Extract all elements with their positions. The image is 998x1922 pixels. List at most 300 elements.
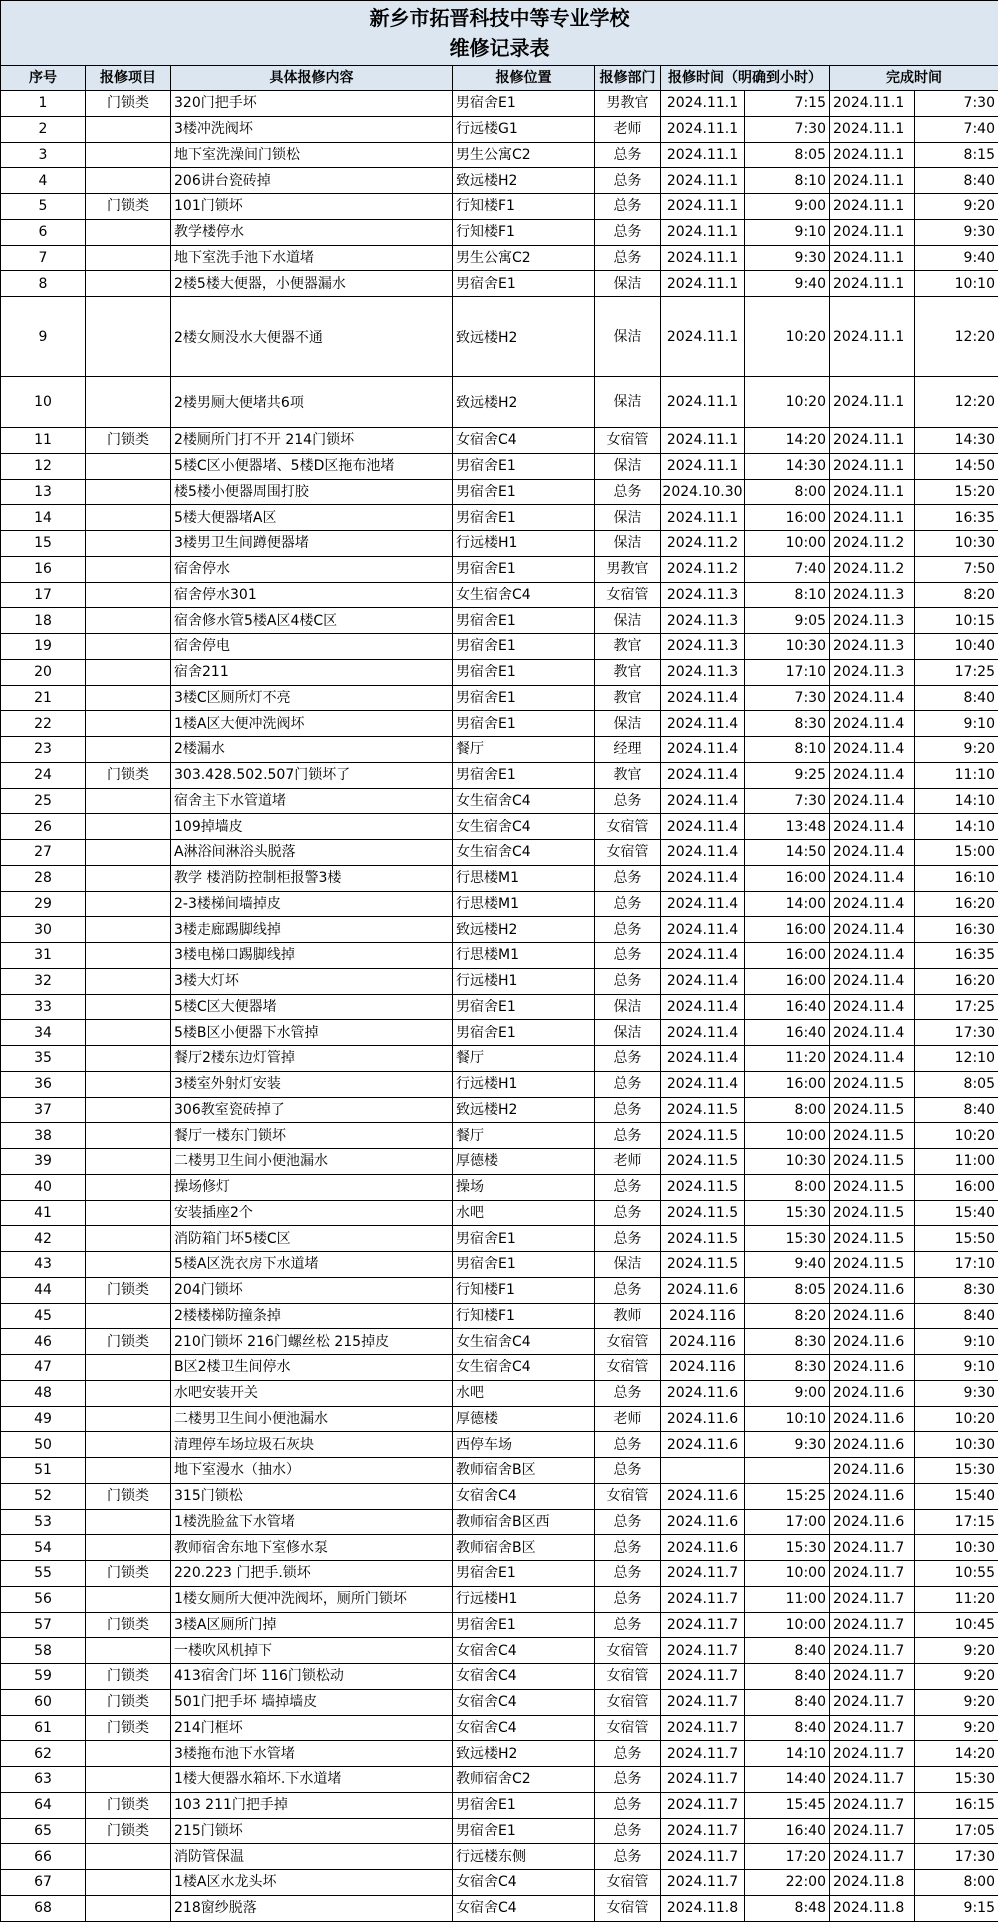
cell-item bbox=[86, 1174, 171, 1200]
cell-item bbox=[86, 891, 171, 917]
cell-no: 30 bbox=[1, 917, 86, 943]
cell-report-date: 2024.11.4 bbox=[661, 1020, 745, 1046]
cell-complete-date: 2024.11.8 bbox=[830, 1870, 915, 1896]
cell-no: 48 bbox=[1, 1380, 86, 1406]
cell-location: 行远楼东侧 bbox=[453, 1844, 595, 1870]
table-row bbox=[1, 1870, 998, 1896]
cell-complete-date: 2024.11.1 bbox=[830, 428, 915, 454]
cell-no: 19 bbox=[1, 634, 86, 660]
cell-content: 109掉墙皮 bbox=[171, 814, 453, 840]
cell-report-date: 2024.11.5 bbox=[661, 1200, 745, 1226]
cell-complete-date: 2024.11.1 bbox=[830, 505, 915, 531]
cell-item: 门锁类 bbox=[86, 428, 171, 454]
cell-report-date: 2024.11.4 bbox=[661, 943, 745, 969]
table-row bbox=[1, 1226, 998, 1252]
cell-item bbox=[86, 1355, 171, 1381]
table-row bbox=[1, 582, 998, 608]
cell-location: 致远楼H2 bbox=[453, 1097, 595, 1123]
cell-complete-time: 11:10 bbox=[915, 762, 998, 788]
cell-item bbox=[86, 1380, 171, 1406]
cell-report-date: 2024.11.1 bbox=[661, 297, 745, 377]
cell-location: 教师宿舍C2 bbox=[453, 1767, 595, 1793]
cell-complete-date: 2024.11.7 bbox=[830, 1818, 915, 1844]
cell-no: 39 bbox=[1, 1149, 86, 1175]
cell-department: 女宿管 bbox=[595, 1895, 661, 1921]
cell-location: 教师宿舍B区 bbox=[453, 1535, 595, 1561]
cell-complete-time: 10:30 bbox=[915, 1432, 998, 1458]
cell-report-date: 2024.11.4 bbox=[661, 968, 745, 994]
cell-no: 51 bbox=[1, 1458, 86, 1484]
table-row bbox=[1, 1123, 998, 1149]
cell-complete-time: 8:15 bbox=[915, 142, 998, 168]
cell-no: 57 bbox=[1, 1612, 86, 1638]
cell-content: 320门把手坏 bbox=[171, 91, 453, 117]
cell-complete-date: 2024.11.7 bbox=[830, 1792, 915, 1818]
cell-department: 总务 bbox=[595, 1767, 661, 1793]
cell-report-time: 8:48 bbox=[745, 1895, 830, 1921]
cell-location: 行知楼F1 bbox=[453, 194, 595, 220]
cell-complete-time: 9:10 bbox=[915, 1355, 998, 1381]
cell-report-date: 2024.11.6 bbox=[661, 1380, 745, 1406]
cell-no: 33 bbox=[1, 994, 86, 1020]
cell-department: 女宿管 bbox=[595, 1870, 661, 1896]
cell-complete-date: 2024.11.4 bbox=[830, 943, 915, 969]
cell-complete-time: 10:55 bbox=[915, 1561, 998, 1587]
header-item: 报修项目 bbox=[86, 66, 171, 91]
cell-department: 总务 bbox=[595, 1612, 661, 1638]
cell-report-date: 2024.11.4 bbox=[661, 891, 745, 917]
cell-complete-time: 15:40 bbox=[915, 1483, 998, 1509]
cell-department: 总务 bbox=[595, 194, 661, 220]
cell-no: 44 bbox=[1, 1277, 86, 1303]
cell-report-time: 8:05 bbox=[745, 142, 830, 168]
cell-report-time: 9:00 bbox=[745, 194, 830, 220]
cell-content: 303.428.502.507门锁坏了 bbox=[171, 762, 453, 788]
cell-item: 门锁类 bbox=[86, 1689, 171, 1715]
cell-report-date: 2024.11.1 bbox=[661, 168, 745, 194]
cell-no: 46 bbox=[1, 1329, 86, 1355]
cell-complete-time: 9:20 bbox=[915, 1689, 998, 1715]
table-row bbox=[1, 737, 998, 763]
cell-item bbox=[86, 1149, 171, 1175]
cell-location: 行思楼M1 bbox=[453, 943, 595, 969]
cell-complete-time: 17:10 bbox=[915, 1252, 998, 1278]
table-row bbox=[1, 1355, 998, 1381]
cell-report-time: 15:30 bbox=[745, 1535, 830, 1561]
cell-no: 68 bbox=[1, 1895, 86, 1921]
cell-content: 2楼楼梯防撞条掉 bbox=[171, 1303, 453, 1329]
table-row bbox=[1, 1561, 998, 1587]
cell-report-date: 2024.11.1 bbox=[661, 377, 745, 428]
cell-item bbox=[86, 142, 171, 168]
cell-report-date: 2024.11.1 bbox=[661, 271, 745, 297]
cell-department: 总务 bbox=[595, 1432, 661, 1458]
cell-complete-time: 8:00 bbox=[915, 1870, 998, 1896]
cell-report-date: 2024.11.5 bbox=[661, 1252, 745, 1278]
cell-no: 22 bbox=[1, 711, 86, 737]
cell-content: 218窗纱脱落 bbox=[171, 1895, 453, 1921]
cell-no: 15 bbox=[1, 531, 86, 557]
cell-complete-date: 2024.11.2 bbox=[830, 556, 915, 582]
cell-no: 62 bbox=[1, 1741, 86, 1767]
cell-report-time: 8:10 bbox=[745, 168, 830, 194]
cell-department: 保洁 bbox=[595, 1020, 661, 1046]
cell-complete-time: 15:00 bbox=[915, 840, 998, 866]
cell-location: 行远楼H1 bbox=[453, 1071, 595, 1097]
table-row bbox=[1, 1303, 998, 1329]
cell-no: 32 bbox=[1, 968, 86, 994]
cell-content: 2楼男厕大便堵共6项 bbox=[171, 377, 453, 428]
cell-content: 306教室瓷砖掉了 bbox=[171, 1097, 453, 1123]
cell-content: 2楼女厕没水大便器不通 bbox=[171, 297, 453, 377]
cell-no: 38 bbox=[1, 1123, 86, 1149]
cell-report-time: 10:30 bbox=[745, 1149, 830, 1175]
cell-complete-time: 9:20 bbox=[915, 1715, 998, 1741]
cell-content: 210门锁坏 216门螺丝松 215掉皮 bbox=[171, 1329, 453, 1355]
cell-report-time: 16:00 bbox=[745, 865, 830, 891]
cell-report-date: 2024.11.2 bbox=[661, 556, 745, 582]
cell-no: 13 bbox=[1, 479, 86, 505]
cell-report-date: 2024.11.4 bbox=[661, 788, 745, 814]
cell-department: 总务 bbox=[595, 968, 661, 994]
cell-complete-date: 2024.11.1 bbox=[830, 219, 915, 245]
cell-report-date: 2024.11.5 bbox=[661, 1226, 745, 1252]
cell-content: 103 211门把手掉 bbox=[171, 1792, 453, 1818]
cell-location: 男宿舍E1 bbox=[453, 271, 595, 297]
cell-department: 总务 bbox=[595, 1741, 661, 1767]
cell-no: 45 bbox=[1, 1303, 86, 1329]
cell-report-date bbox=[661, 1458, 745, 1484]
cell-report-time: 8:30 bbox=[745, 1329, 830, 1355]
cell-report-time: 8:10 bbox=[745, 737, 830, 763]
cell-content: 宿舍211 bbox=[171, 659, 453, 685]
cell-report-time: 8:40 bbox=[745, 1689, 830, 1715]
cell-complete-date: 2024.11.5 bbox=[830, 1226, 915, 1252]
cell-content: 消防箱门坏5楼C区 bbox=[171, 1226, 453, 1252]
cell-complete-date: 2024.11.6 bbox=[830, 1380, 915, 1406]
cell-department: 总务 bbox=[595, 1174, 661, 1200]
cell-complete-date: 2024.11.6 bbox=[830, 1458, 915, 1484]
cell-report-date: 2024.11.5 bbox=[661, 1097, 745, 1123]
table-row bbox=[1, 994, 998, 1020]
table-header-row bbox=[1, 66, 998, 91]
cell-report-time: 10:20 bbox=[745, 297, 830, 377]
table-row bbox=[1, 1458, 998, 1484]
table-row bbox=[1, 814, 998, 840]
cell-content: 204门锁坏 bbox=[171, 1277, 453, 1303]
cell-location: 行远楼G1 bbox=[453, 116, 595, 142]
cell-complete-date: 2024.11.4 bbox=[830, 711, 915, 737]
cell-report-time: 16:40 bbox=[745, 994, 830, 1020]
cell-no: 29 bbox=[1, 891, 86, 917]
cell-item bbox=[86, 1535, 171, 1561]
table-row bbox=[1, 1664, 998, 1690]
cell-content: 2-3楼梯间墙掉皮 bbox=[171, 891, 453, 917]
cell-report-time: 10:30 bbox=[745, 634, 830, 660]
table-row bbox=[1, 1741, 998, 1767]
cell-complete-time: 8:40 bbox=[915, 1097, 998, 1123]
table-row bbox=[1, 271, 998, 297]
cell-no: 58 bbox=[1, 1638, 86, 1664]
table-row bbox=[1, 634, 998, 660]
cell-report-date: 2024.11.1 bbox=[661, 505, 745, 531]
cell-content: 宿舍主下水管道堵 bbox=[171, 788, 453, 814]
cell-department: 总务 bbox=[595, 1380, 661, 1406]
table-row bbox=[1, 1818, 998, 1844]
cell-department: 女宿管 bbox=[595, 1664, 661, 1690]
cell-no: 17 bbox=[1, 582, 86, 608]
cell-report-date: 2024.11.7 bbox=[661, 1792, 745, 1818]
cell-location: 致远楼H2 bbox=[453, 1741, 595, 1767]
cell-content: 1楼女厕所大便冲洗阀坏，厕所门锁坏 bbox=[171, 1586, 453, 1612]
cell-content: 1楼A区大便冲洗阀坏 bbox=[171, 711, 453, 737]
cell-item bbox=[86, 377, 171, 428]
cell-complete-date: 2024.11.5 bbox=[830, 1097, 915, 1123]
table-row bbox=[1, 1277, 998, 1303]
cell-complete-time: 14:10 bbox=[915, 814, 998, 840]
cell-location: 男宿舍E1 bbox=[453, 1226, 595, 1252]
cell-report-date: 2024.11.5 bbox=[661, 1123, 745, 1149]
cell-complete-date: 2024.11.5 bbox=[830, 1200, 915, 1226]
cell-complete-date: 2024.11.1 bbox=[830, 453, 915, 479]
cell-complete-date: 2024.11.4 bbox=[830, 788, 915, 814]
cell-item bbox=[86, 297, 171, 377]
cell-department: 总务 bbox=[595, 1458, 661, 1484]
table-row bbox=[1, 943, 998, 969]
school-name: 新乡市拓晋科技中等专业学校 bbox=[1, 3, 998, 33]
cell-content: 2楼漏水 bbox=[171, 737, 453, 763]
cell-no: 41 bbox=[1, 1200, 86, 1226]
cell-item bbox=[86, 531, 171, 557]
table-row bbox=[1, 917, 998, 943]
page-title bbox=[1, 1, 998, 66]
cell-department: 总务 bbox=[595, 1097, 661, 1123]
cell-report-date: 2024.11.5 bbox=[661, 1174, 745, 1200]
cell-location: 行远楼H1 bbox=[453, 1586, 595, 1612]
cell-department: 教师 bbox=[595, 1303, 661, 1329]
cell-location: 女宿舍C4 bbox=[453, 1638, 595, 1664]
cell-location: 餐厅 bbox=[453, 1046, 595, 1072]
cell-content: 餐厅2楼东边灯管掉 bbox=[171, 1046, 453, 1072]
cell-complete-date: 2024.11.4 bbox=[830, 865, 915, 891]
cell-department: 总务 bbox=[595, 142, 661, 168]
cell-complete-date: 2024.11.1 bbox=[830, 245, 915, 271]
cell-content: 教师宿舍东地下室修水泵 bbox=[171, 1535, 453, 1561]
cell-report-date: 2024.11.7 bbox=[661, 1844, 745, 1870]
table-row bbox=[1, 1252, 998, 1278]
cell-item bbox=[86, 840, 171, 866]
cell-complete-date: 2024.11.4 bbox=[830, 737, 915, 763]
cell-item bbox=[86, 1432, 171, 1458]
cell-location: 致远楼H2 bbox=[453, 377, 595, 428]
cell-report-date: 2024.11.6 bbox=[661, 1406, 745, 1432]
cell-complete-time: 9:20 bbox=[915, 737, 998, 763]
cell-location: 男宿舍E1 bbox=[453, 479, 595, 505]
cell-complete-date: 2024.11.5 bbox=[830, 1174, 915, 1200]
cell-complete-time: 9:20 bbox=[915, 1664, 998, 1690]
cell-item: 门锁类 bbox=[86, 1329, 171, 1355]
cell-content: 一楼吹风机掉下 bbox=[171, 1638, 453, 1664]
cell-item bbox=[86, 711, 171, 737]
cell-complete-time: 8:20 bbox=[915, 582, 998, 608]
cell-item: 门锁类 bbox=[86, 1277, 171, 1303]
cell-no: 59 bbox=[1, 1664, 86, 1690]
cell-item bbox=[86, 582, 171, 608]
cell-department: 总务 bbox=[595, 891, 661, 917]
table-row bbox=[1, 1612, 998, 1638]
table-row bbox=[1, 711, 998, 737]
table-row bbox=[1, 194, 998, 220]
cell-department: 保洁 bbox=[595, 531, 661, 557]
cell-item bbox=[86, 737, 171, 763]
cell-report-date: 2024.11.6 bbox=[661, 1432, 745, 1458]
cell-report-time: 11:00 bbox=[745, 1586, 830, 1612]
cell-complete-time: 14:50 bbox=[915, 453, 998, 479]
cell-location: 厚德楼 bbox=[453, 1149, 595, 1175]
cell-department: 总务 bbox=[595, 1586, 661, 1612]
cell-report-time: 16:00 bbox=[745, 943, 830, 969]
cell-report-time: 8:10 bbox=[745, 582, 830, 608]
cell-content: 教学楼停水 bbox=[171, 219, 453, 245]
cell-report-time: 14:50 bbox=[745, 840, 830, 866]
cell-item bbox=[86, 1870, 171, 1896]
table-row bbox=[1, 428, 998, 454]
cell-no: 52 bbox=[1, 1483, 86, 1509]
cell-report-time: 10:20 bbox=[745, 377, 830, 428]
cell-item bbox=[86, 1509, 171, 1535]
cell-report-time: 8:40 bbox=[745, 1638, 830, 1664]
table-row bbox=[1, 377, 998, 428]
cell-department: 保洁 bbox=[595, 377, 661, 428]
cell-content: 3楼冲洗阀坏 bbox=[171, 116, 453, 142]
cell-content: 消防管保温 bbox=[171, 1844, 453, 1870]
table-row bbox=[1, 685, 998, 711]
cell-complete-time: 16:35 bbox=[915, 943, 998, 969]
cell-no: 1 bbox=[1, 91, 86, 117]
cell-report-date: 2024.11.5 bbox=[661, 1149, 745, 1175]
cell-item bbox=[86, 1741, 171, 1767]
cell-content: 宿舍停电 bbox=[171, 634, 453, 660]
cell-complete-date: 2024.11.1 bbox=[830, 297, 915, 377]
cell-content: 5楼A区洗衣房下水道堵 bbox=[171, 1252, 453, 1278]
cell-location: 男宿舍E1 bbox=[453, 453, 595, 479]
cell-content: 214门框坏 bbox=[171, 1715, 453, 1741]
table-row bbox=[1, 968, 998, 994]
table-row bbox=[1, 168, 998, 194]
cell-complete-date: 2024.11.4 bbox=[830, 814, 915, 840]
cell-item bbox=[86, 505, 171, 531]
cell-item bbox=[86, 814, 171, 840]
cell-location: 致远楼H2 bbox=[453, 917, 595, 943]
cell-department: 保洁 bbox=[595, 711, 661, 737]
cell-complete-time: 9:20 bbox=[915, 194, 998, 220]
cell-report-date: 2024.11.7 bbox=[661, 1561, 745, 1587]
table-row bbox=[1, 659, 998, 685]
table-row bbox=[1, 505, 998, 531]
cell-no: 9 bbox=[1, 297, 86, 377]
cell-location: 男宿舍E1 bbox=[453, 1561, 595, 1587]
cell-department: 总务 bbox=[595, 219, 661, 245]
cell-no: 21 bbox=[1, 685, 86, 711]
cell-report-time: 9:40 bbox=[745, 271, 830, 297]
cell-complete-date: 2024.11.4 bbox=[830, 891, 915, 917]
table-row bbox=[1, 245, 998, 271]
cell-report-date: 2024.11.1 bbox=[661, 91, 745, 117]
cell-department: 女宿管 bbox=[595, 814, 661, 840]
cell-report-time: 7:30 bbox=[745, 788, 830, 814]
cell-complete-date: 2024.11.7 bbox=[830, 1638, 915, 1664]
cell-no: 8 bbox=[1, 271, 86, 297]
cell-complete-date: 2024.11.6 bbox=[830, 1277, 915, 1303]
cell-complete-date: 2024.11.3 bbox=[830, 634, 915, 660]
cell-complete-time: 9:40 bbox=[915, 245, 998, 271]
cell-location: 男宿舍E1 bbox=[453, 1612, 595, 1638]
cell-department: 总务 bbox=[595, 1818, 661, 1844]
cell-complete-time: 8:40 bbox=[915, 685, 998, 711]
cell-no: 36 bbox=[1, 1071, 86, 1097]
cell-content: 宿舍修水管5楼A区4楼C区 bbox=[171, 608, 453, 634]
cell-report-time: 9:40 bbox=[745, 1252, 830, 1278]
cell-report-time: 14:10 bbox=[745, 1741, 830, 1767]
cell-location: 致远楼H2 bbox=[453, 297, 595, 377]
cell-complete-time: 9:15 bbox=[915, 1895, 998, 1921]
cell-report-time: 22:00 bbox=[745, 1870, 830, 1896]
cell-complete-date: 2024.11.1 bbox=[830, 271, 915, 297]
cell-complete-date: 2024.11.6 bbox=[830, 1329, 915, 1355]
cell-department: 保洁 bbox=[595, 994, 661, 1020]
cell-location: 西停车场 bbox=[453, 1432, 595, 1458]
cell-complete-time: 11:20 bbox=[915, 1586, 998, 1612]
cell-report-time: 16:40 bbox=[745, 1020, 830, 1046]
cell-no: 35 bbox=[1, 1046, 86, 1072]
cell-location: 餐厅 bbox=[453, 737, 595, 763]
cell-content: 教学 楼消防控制柜报警3楼 bbox=[171, 865, 453, 891]
table-row bbox=[1, 91, 998, 117]
cell-report-time: 7:30 bbox=[745, 685, 830, 711]
cell-department: 女宿管 bbox=[595, 1355, 661, 1381]
cell-report-date: 2024.11.1 bbox=[661, 453, 745, 479]
cell-report-date: 2024.11.4 bbox=[661, 1071, 745, 1097]
header-complete-time: 完成时间 bbox=[830, 66, 998, 91]
table-row bbox=[1, 219, 998, 245]
cell-complete-date: 2024.11.4 bbox=[830, 968, 915, 994]
table-row bbox=[1, 1715, 998, 1741]
cell-report-date: 2024.11.7 bbox=[661, 1818, 745, 1844]
cell-content: 3楼C区厕所灯不亮 bbox=[171, 685, 453, 711]
cell-department: 总务 bbox=[595, 168, 661, 194]
cell-report-time: 10:00 bbox=[745, 1123, 830, 1149]
cell-complete-time: 10:45 bbox=[915, 1612, 998, 1638]
cell-report-date: 2024.11.7 bbox=[661, 1870, 745, 1896]
cell-report-date: 2024.11.3 bbox=[661, 634, 745, 660]
table-body bbox=[1, 91, 998, 1922]
cell-complete-time: 7:40 bbox=[915, 116, 998, 142]
cell-report-time: 16:40 bbox=[745, 1818, 830, 1844]
cell-complete-time: 16:20 bbox=[915, 891, 998, 917]
cell-department: 总务 bbox=[595, 943, 661, 969]
cell-complete-date: 2024.11.6 bbox=[830, 1303, 915, 1329]
cell-complete-date: 2024.11.7 bbox=[830, 1767, 915, 1793]
cell-report-time: 10:00 bbox=[745, 1561, 830, 1587]
table-row bbox=[1, 1174, 998, 1200]
cell-complete-time: 9:30 bbox=[915, 219, 998, 245]
cell-report-time: 14:20 bbox=[745, 428, 830, 454]
cell-report-date: 2024.10.30 bbox=[661, 479, 745, 505]
cell-item bbox=[86, 479, 171, 505]
cell-item bbox=[86, 1767, 171, 1793]
cell-content: 5楼B区小便器下水管掉 bbox=[171, 1020, 453, 1046]
cell-report-time: 15:30 bbox=[745, 1226, 830, 1252]
